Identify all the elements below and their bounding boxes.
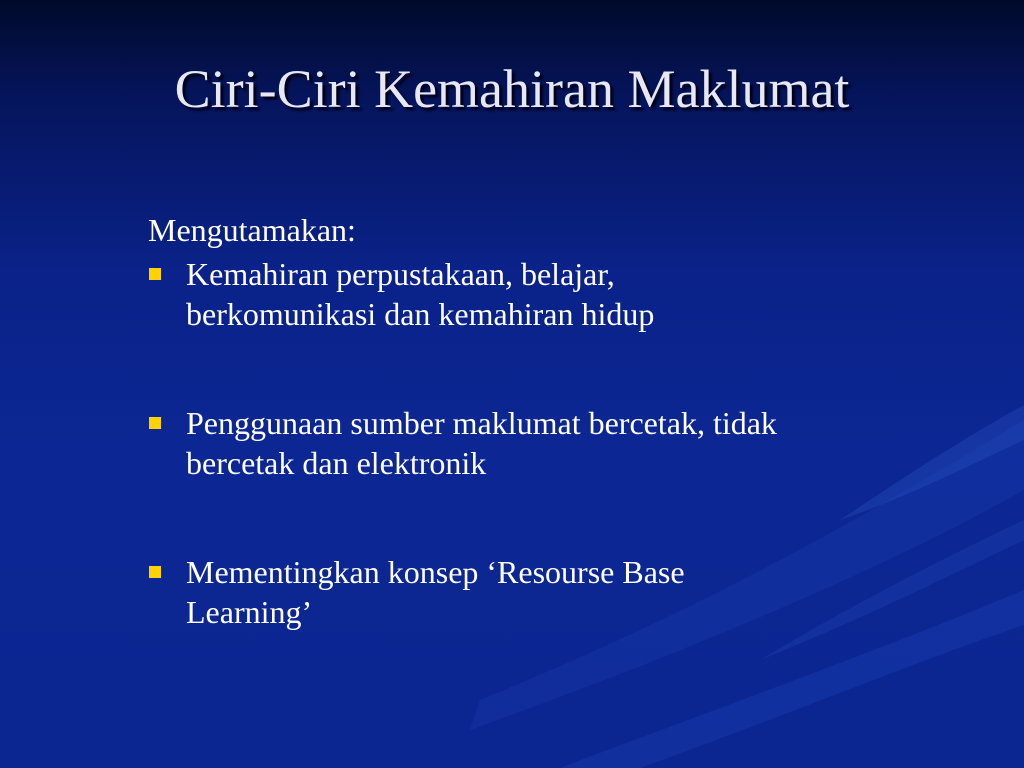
bullet-item [148,254,998,334]
bullet-line: Kemahiran perpustakaan, belajar, [186,256,615,292]
bullet-item [148,552,998,632]
square-bullet-icon [149,566,161,578]
bullet-line: Penggunaan sumber maklumat bercetak, tidak [186,405,777,441]
square-bullet-icon [149,417,161,429]
square-bullet-icon [149,268,161,280]
bullet-line: Learning’ [186,594,313,630]
bullet-line: Mementingkan konsep ‘Resourse Base [186,554,685,590]
slide-content [148,210,998,632]
bullet-item [148,403,998,483]
bullet-list [148,254,998,632]
slide-title: Ciri-Ciri Kemahiran Maklumat [174,59,850,119]
intro-text: Mengutamakan: [148,212,356,248]
bullet-line: bercetak dan elektronik [186,445,487,481]
bullet-line: berkomunikasi dan kemahiran hidup [186,296,655,332]
